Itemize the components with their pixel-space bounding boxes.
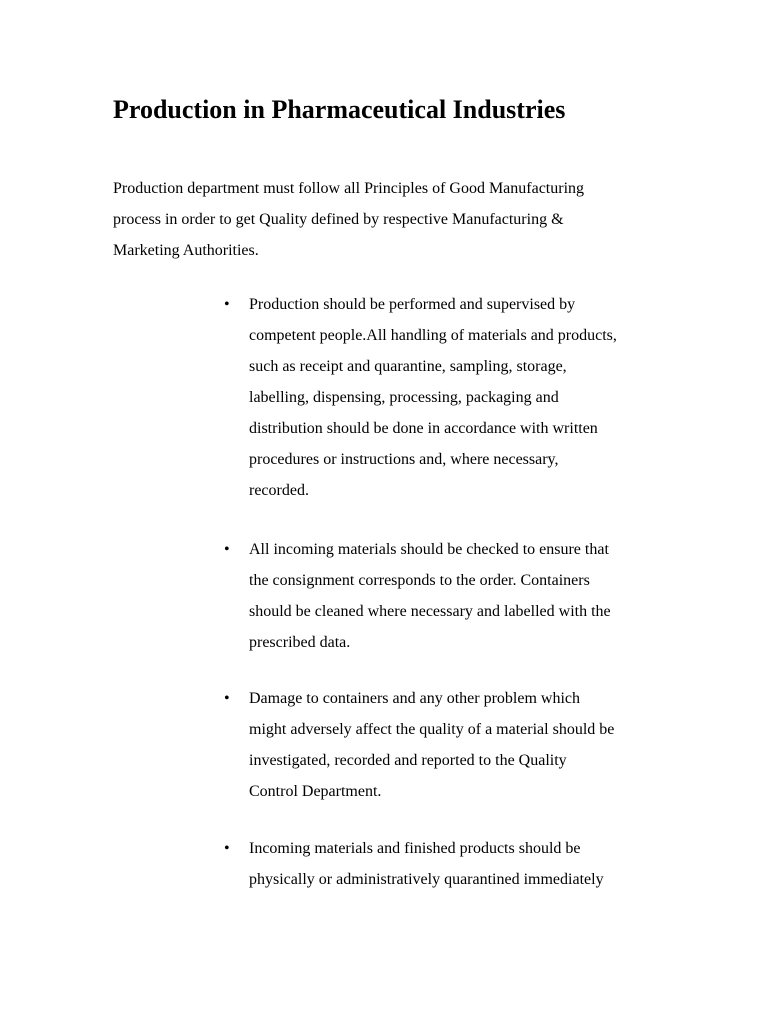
bullet-line: investigated, recorded and reported to the Quality [249,752,567,769]
bullet-line: procedures or instructions and, where necessary, [249,451,559,468]
bullet-icon: • [224,541,230,558]
bullet-text [249,534,611,658]
intro-paragraph [113,173,643,266]
bullet-line: Control Department. [249,783,382,800]
bullet-line: should be cleaned where necessary and labelled with the [249,603,611,620]
bullet-icon: • [224,840,230,857]
bullet-line: Damage to containers and any other problem which [249,690,580,707]
bullet-line: Production should be performed and supervised by [249,296,576,313]
bullet-icon: • [224,690,230,707]
intro-line: Production department must follow all Principles of Good Manufacturing [113,180,585,197]
bullet-text [249,833,604,895]
bullet-line: All incoming materials should be checked to ensure that [249,541,609,558]
bullet-text [249,683,614,807]
bullet-icon: • [224,296,230,313]
page-title: Production in Pharmaceutical Industries [113,95,566,124]
bullet-line: recorded. [249,482,309,499]
bullet-line: the consignment corresponds to the order. Containers [249,572,590,589]
bullet-line: distribution should be done in accordance with written [249,420,598,437]
bullet-line: labelling, dispensing, processing, packaging and [249,389,559,406]
bullet-line: such as receipt and quarantine, sampling, storage, [249,358,567,375]
bullet-text [249,289,617,506]
bullet-line: might adversely affect the quality of a material should be [249,721,615,738]
bullet-line: prescribed data. [249,634,351,651]
intro-line: Marketing Authorities. [113,242,259,259]
intro-line: process in order to get Quality defined by respective Manufacturing & [113,211,564,228]
bullet-line: competent people.All handling of materials and products, [249,327,617,344]
bullet-line: physically or administratively quarantined immediately [249,871,604,888]
bullet-line: Incoming materials and finished products should be [249,840,581,857]
